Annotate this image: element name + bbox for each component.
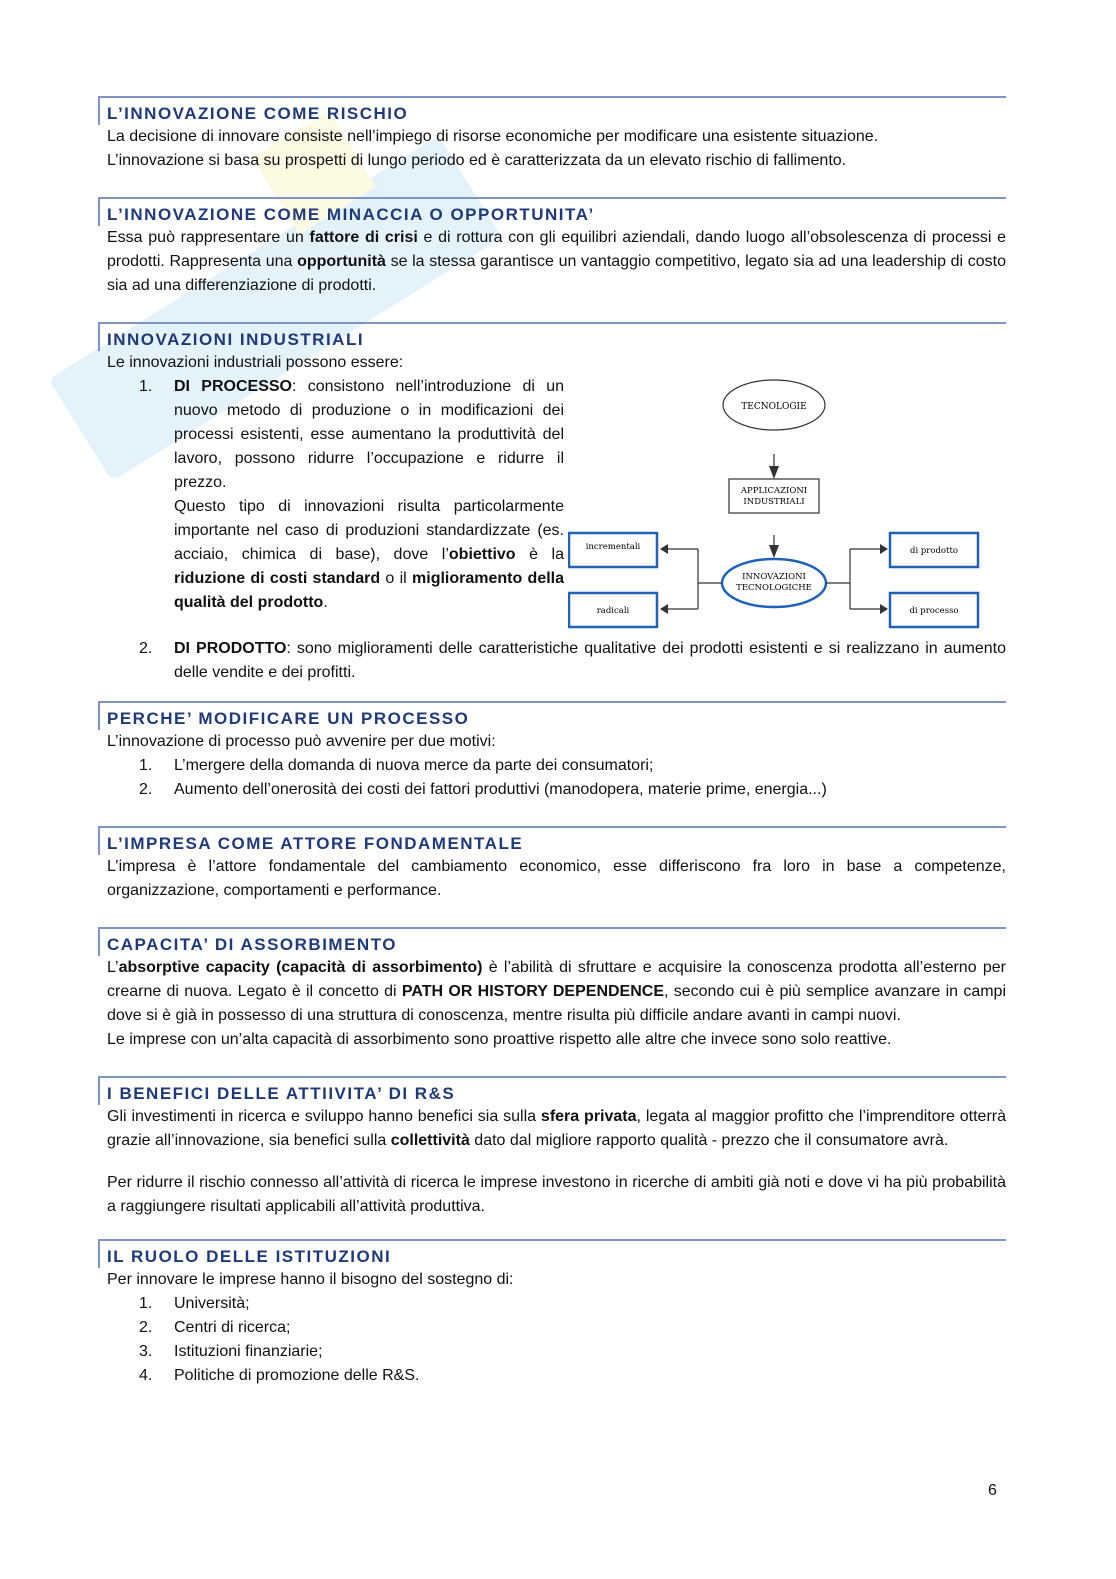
list-text: Università; xyxy=(174,1295,250,1312)
section-benefici-rs xyxy=(98,1076,1006,1219)
bold-text: miglioramento della qualità del prodotto xyxy=(174,570,565,611)
bold-text: riduzione di costi standard xyxy=(174,570,381,587)
list-item xyxy=(107,1340,1006,1364)
di-prodotto-label: di prodotto xyxy=(910,546,958,556)
bold-text: absorptive capacity (capacità di assorbimento) xyxy=(118,959,483,976)
section-heading: L’INNOVAZIONE COME RISCHIO xyxy=(98,96,1006,125)
paragraph: Per ridurre il rischio connesso all’attività di ricerca le imprese investono in ricerche di ambiti già noti e dove vi ha più probabilità a raggiungere risultati applicabili all’attività produttiva. xyxy=(107,1174,1006,1215)
diagram-column xyxy=(564,375,1006,625)
section-heading: PERCHE’ MODIFICARE UN PROCESSO xyxy=(98,701,1006,730)
paragraph: L’impresa è l’attore fondamentale del cambiamento economico, esse differiscono fra loro in base a competenze, organizzazione, comportamenti e performance. xyxy=(107,858,1006,899)
applicazioni-node xyxy=(729,479,819,513)
text: : sono miglioramenti delle caratteristiche qualitative dei prodotti esistenti e si realizzano in aumento delle vendite e dei profitti. xyxy=(174,640,1006,681)
list-item xyxy=(107,1316,1006,1340)
arrow-head xyxy=(769,466,779,479)
section-heading: I BENEFICI DELLE ATTIIVITA’ DI R&S xyxy=(98,1076,1006,1105)
applicazioni-label-1: APPLICAZIONI xyxy=(740,486,808,496)
bold-text: DI PROCESSO xyxy=(174,378,292,395)
list-item xyxy=(107,637,1006,685)
bold-text: obiettivo xyxy=(448,546,516,563)
innovazioni-label-2: TECNOLOGICHE xyxy=(736,583,812,593)
list-number: 4. xyxy=(139,1367,153,1384)
bold-text: DI PRODOTTO xyxy=(174,640,287,657)
list-item xyxy=(107,375,564,615)
text: Gli investimenti in ricerca e sviluppo hanno benefici sia sulla xyxy=(107,1108,541,1125)
bold-text: fattore di crisi xyxy=(309,229,418,246)
text: se la stessa garantisce un vantaggio competitivo, legato sia ad una leadership di costo sia ad una differenziazione di prodotti. xyxy=(107,253,1006,294)
bold-text: sfera privata xyxy=(540,1108,637,1125)
list-item xyxy=(107,754,1006,778)
paragraph: Le innovazioni industriali possono essere: xyxy=(107,354,404,371)
arrow-head xyxy=(880,604,888,614)
section-heading: L’INNOVAZIONE COME MINACCIA O OPPORTUNITA’ xyxy=(98,197,1006,226)
list-text: Politiche di promozione delle R&S. xyxy=(174,1367,420,1384)
list-text xyxy=(174,375,564,615)
text: Questo tipo di innovazioni risulta particolarmente importante nel caso di produzioni standardizzate (es. acciaio, chimica di base), dove l’ xyxy=(174,498,564,563)
text: e di rottura con gli equilibri aziendali, dando luogo all’obsolescenza di processi e prodotti. Rappresenta una xyxy=(107,229,1006,270)
text: , secondo cui è più semplice avanzare in campi dove si è già in possesso di una struttura di conoscenza, mentre risulta più difficile andare avanti in campi nuovi. xyxy=(107,983,1007,1024)
list-number: 1. xyxy=(139,1295,153,1312)
arrow-head xyxy=(660,544,668,554)
list-text: L’mergere della domanda di nuova merce da parte dei consumatori; xyxy=(174,757,654,774)
numbered-list xyxy=(98,754,1006,802)
spacer xyxy=(98,1153,1006,1171)
two-column-block xyxy=(98,375,1006,625)
paragraph-text: La decisione di innovare consiste nell’impiego di risorse economiche per modificare una esistente situazione. xyxy=(107,128,879,145)
section-heading: IL RUOLO DELLE ISTITUZIONI xyxy=(98,1239,1006,1268)
text: o il xyxy=(380,570,413,587)
list-text: Istituzioni finanziarie; xyxy=(174,1343,323,1360)
section-capacita-assorbimento xyxy=(98,927,1006,1052)
list-number: 2. xyxy=(139,781,153,798)
page-number: 6 xyxy=(988,1482,997,1499)
incrementali-label: incrementali xyxy=(585,542,641,552)
list-number: 2. xyxy=(139,1319,153,1336)
section-minaccia-opportunita xyxy=(98,197,1006,298)
text: : consistono nell’introduzione di un nuovo metodo di produzione o in modificazioni dei processi esistenti, esse aumentano la produttività del lavoro, possono ridurre l’occupazione e ridurre il prezzo. xyxy=(174,378,564,491)
paragraph xyxy=(98,125,1006,149)
list-number: 2. xyxy=(139,640,153,657)
di-processo-label: di processo xyxy=(909,606,959,616)
section-innovazioni-industriali xyxy=(98,322,1006,685)
list-text xyxy=(174,637,1006,685)
radicali-label: radicali xyxy=(596,606,630,616)
list-text: Aumento dell’onerosità dei costi dei fattori produttivi (manodopera, materie prime, energia...) xyxy=(174,781,827,798)
text: dato dal migliore rapporto qualità - prezzo che il consumatore avrà. xyxy=(469,1132,949,1149)
paragraph xyxy=(98,149,1006,173)
text: è l’abilità di sfruttare e acquisire la conoscenza prodotta all’esterno per crearne di nuova. Legato è il concetto di xyxy=(107,959,1007,1000)
list-text: Centri di ricerca; xyxy=(174,1319,291,1336)
list-number: 1. xyxy=(139,757,153,774)
arrow-head xyxy=(660,604,668,614)
numbered-list xyxy=(98,637,1006,685)
tecnologie-label: TECNOLOGIE xyxy=(741,402,807,412)
paragraph-text: L’innovazione si basa su prospetti di lungo periodo ed è caratterizzata da un elevato rischio di fallimento. xyxy=(107,152,847,169)
bold-text: collettività xyxy=(390,1132,470,1149)
section-heading: CAPACITA’ DI ASSORBIMENTO xyxy=(98,927,1006,956)
text: . xyxy=(323,594,328,611)
paragraph: L’innovazione di processo può avvenire per due motivi: xyxy=(107,733,496,750)
paragraph xyxy=(98,226,1006,298)
list-number: 1. xyxy=(139,378,153,395)
arrow-head xyxy=(769,545,779,558)
arrow-head xyxy=(880,544,888,554)
paragraph: Le imprese con un’alta capacità di assorbimento sono proattive rispetto alle altre che invece sono solo reattive. xyxy=(107,1031,892,1048)
section-perche-modificare xyxy=(98,701,1006,802)
list-item xyxy=(107,778,1006,802)
numbered-list xyxy=(98,375,564,615)
left-column xyxy=(98,375,564,625)
innovation-diagram xyxy=(568,379,988,629)
text: Essa può rappresentare un xyxy=(107,229,310,246)
paragraph xyxy=(98,1105,1006,1153)
main-content xyxy=(98,96,1006,1404)
list-item xyxy=(107,1292,1006,1316)
list-number: 3. xyxy=(139,1343,153,1360)
numbered-list xyxy=(98,1292,1006,1388)
paragraph: Per innovare le imprese hanno il bisogno del sostegno di: xyxy=(107,1271,514,1288)
text: , legata al maggior profitto che l’imprenditore otterrà grazie all’innovazione, sia benefici sulla xyxy=(107,1108,1006,1149)
paragraph xyxy=(98,956,1006,1028)
applicazioni-label-2: INDUSTRIALI xyxy=(743,497,805,507)
text: L’ xyxy=(107,959,119,976)
section-impresa-attore xyxy=(98,826,1006,903)
section-heading: L’IMPRESA COME ATTORE FONDAMENTALE xyxy=(98,826,1006,855)
innovazioni-label-1: INNOVAZIONI xyxy=(742,572,806,582)
section-ruolo-istituzioni xyxy=(98,1239,1006,1388)
section-innovazione-rischio xyxy=(98,96,1006,173)
section-heading: INNOVAZIONI INDUSTRIALI xyxy=(98,322,1006,351)
bold-text: opportunità xyxy=(297,253,386,270)
bold-text: PATH OR HISTORY DEPENDENCE xyxy=(401,983,665,1000)
list-item xyxy=(107,1364,1006,1388)
text: è la xyxy=(515,546,565,563)
